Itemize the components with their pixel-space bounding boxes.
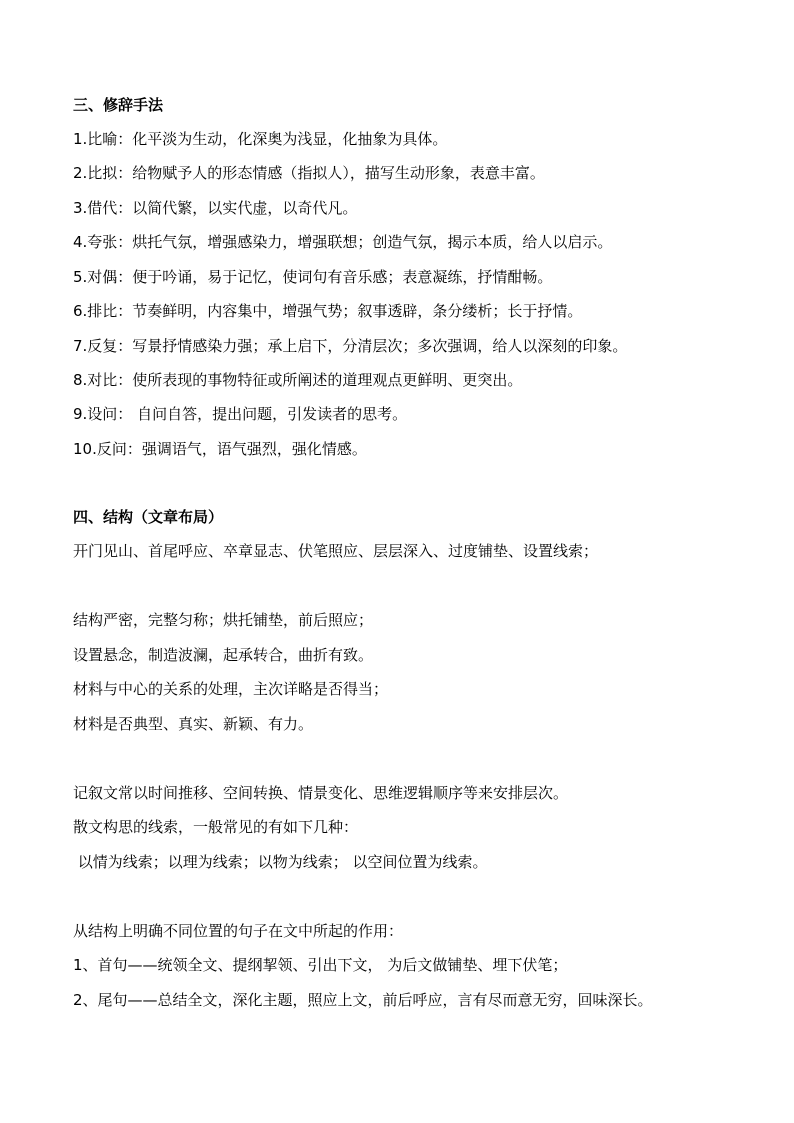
paragraph-line: 记叙文常以时间推移、空间转换、情景变化、思维逻辑顺序等来安排层次。 — [73, 784, 569, 802]
list-item: 2.比拟：给物赋予人的形态情感（指拟人），描写生动形象，表意丰富。 — [73, 164, 545, 182]
paragraph-line: 2、尾句——总结全文，深化主题，照应上文，前后呼应，言有尽而意无穷，回味深长。 — [73, 991, 653, 1009]
paragraph-line: 以情为线索；以理为线索；以物为线索； 以空间位置为线索。 — [73, 853, 488, 871]
list-item: 3.借代：以简代繁，以实代虚，以奇代凡。 — [73, 199, 358, 217]
paragraph-line: 材料是否典型、真实、新颖、有力。 — [73, 715, 314, 733]
list-item: 7.反复：写景抒情感染力强；承上启下，分清层次；多次强调，给人以深刻的印象。 — [73, 337, 628, 355]
paragraph-line: 散文构思的线索，一般常见的有如下几种： — [73, 818, 359, 836]
list-item: 1.比喻：化平淡为生动，化深奥为浅显，化抽象为具体。 — [73, 130, 448, 148]
list-item: 10.反问：强调语气，语气强烈，强化情感。 — [73, 440, 367, 458]
paragraph-line: 设置悬念，制造波澜，起承转合，曲折有致。 — [73, 646, 374, 664]
list-item: 9.设问： 自问自答，提出问题，引发读者的思考。 — [73, 405, 408, 423]
list-item: 4.夸张：烘托气氛，增强感染力，增强联想；创造气氛，揭示本质，给人以启示。 — [73, 233, 613, 251]
list-item: 5.对偶：便于吟诵，易于记忆，使词句有音乐感；表意凝练，抒情酣畅。 — [73, 268, 553, 286]
list-item: 6.排比：节奏鲜明，内容集中，增强气势；叙事透辟，条分缕析；长于抒情。 — [73, 302, 583, 320]
paragraph-line: 1、首句——统领全文、提纲挈领、引出下文， 为后文做铺垫、埋下伏笔； — [73, 956, 568, 974]
paragraph-line: 开门见山、首尾呼应、卒章显志、伏笔照应、层层深入、过度铺垫、设置线索； — [73, 542, 599, 560]
paragraph-line: 从结构上明确不同位置的句子在文中所起的作用： — [73, 922, 404, 940]
list-item: 8.对比：使所表现的事物特征或所阐述的道理观点更鲜明、更突出。 — [73, 371, 523, 389]
paragraph-line: 结构严密，完整匀称；烘托铺垫，前后照应； — [73, 611, 374, 629]
section-heading-rhetoric: 三、修辞手法 — [73, 96, 164, 114]
paragraph-line: 材料与中心的关系的处理，主次详略是否得当； — [73, 680, 389, 698]
section-heading-structure: 四、结构（文章布局） — [73, 508, 224, 526]
